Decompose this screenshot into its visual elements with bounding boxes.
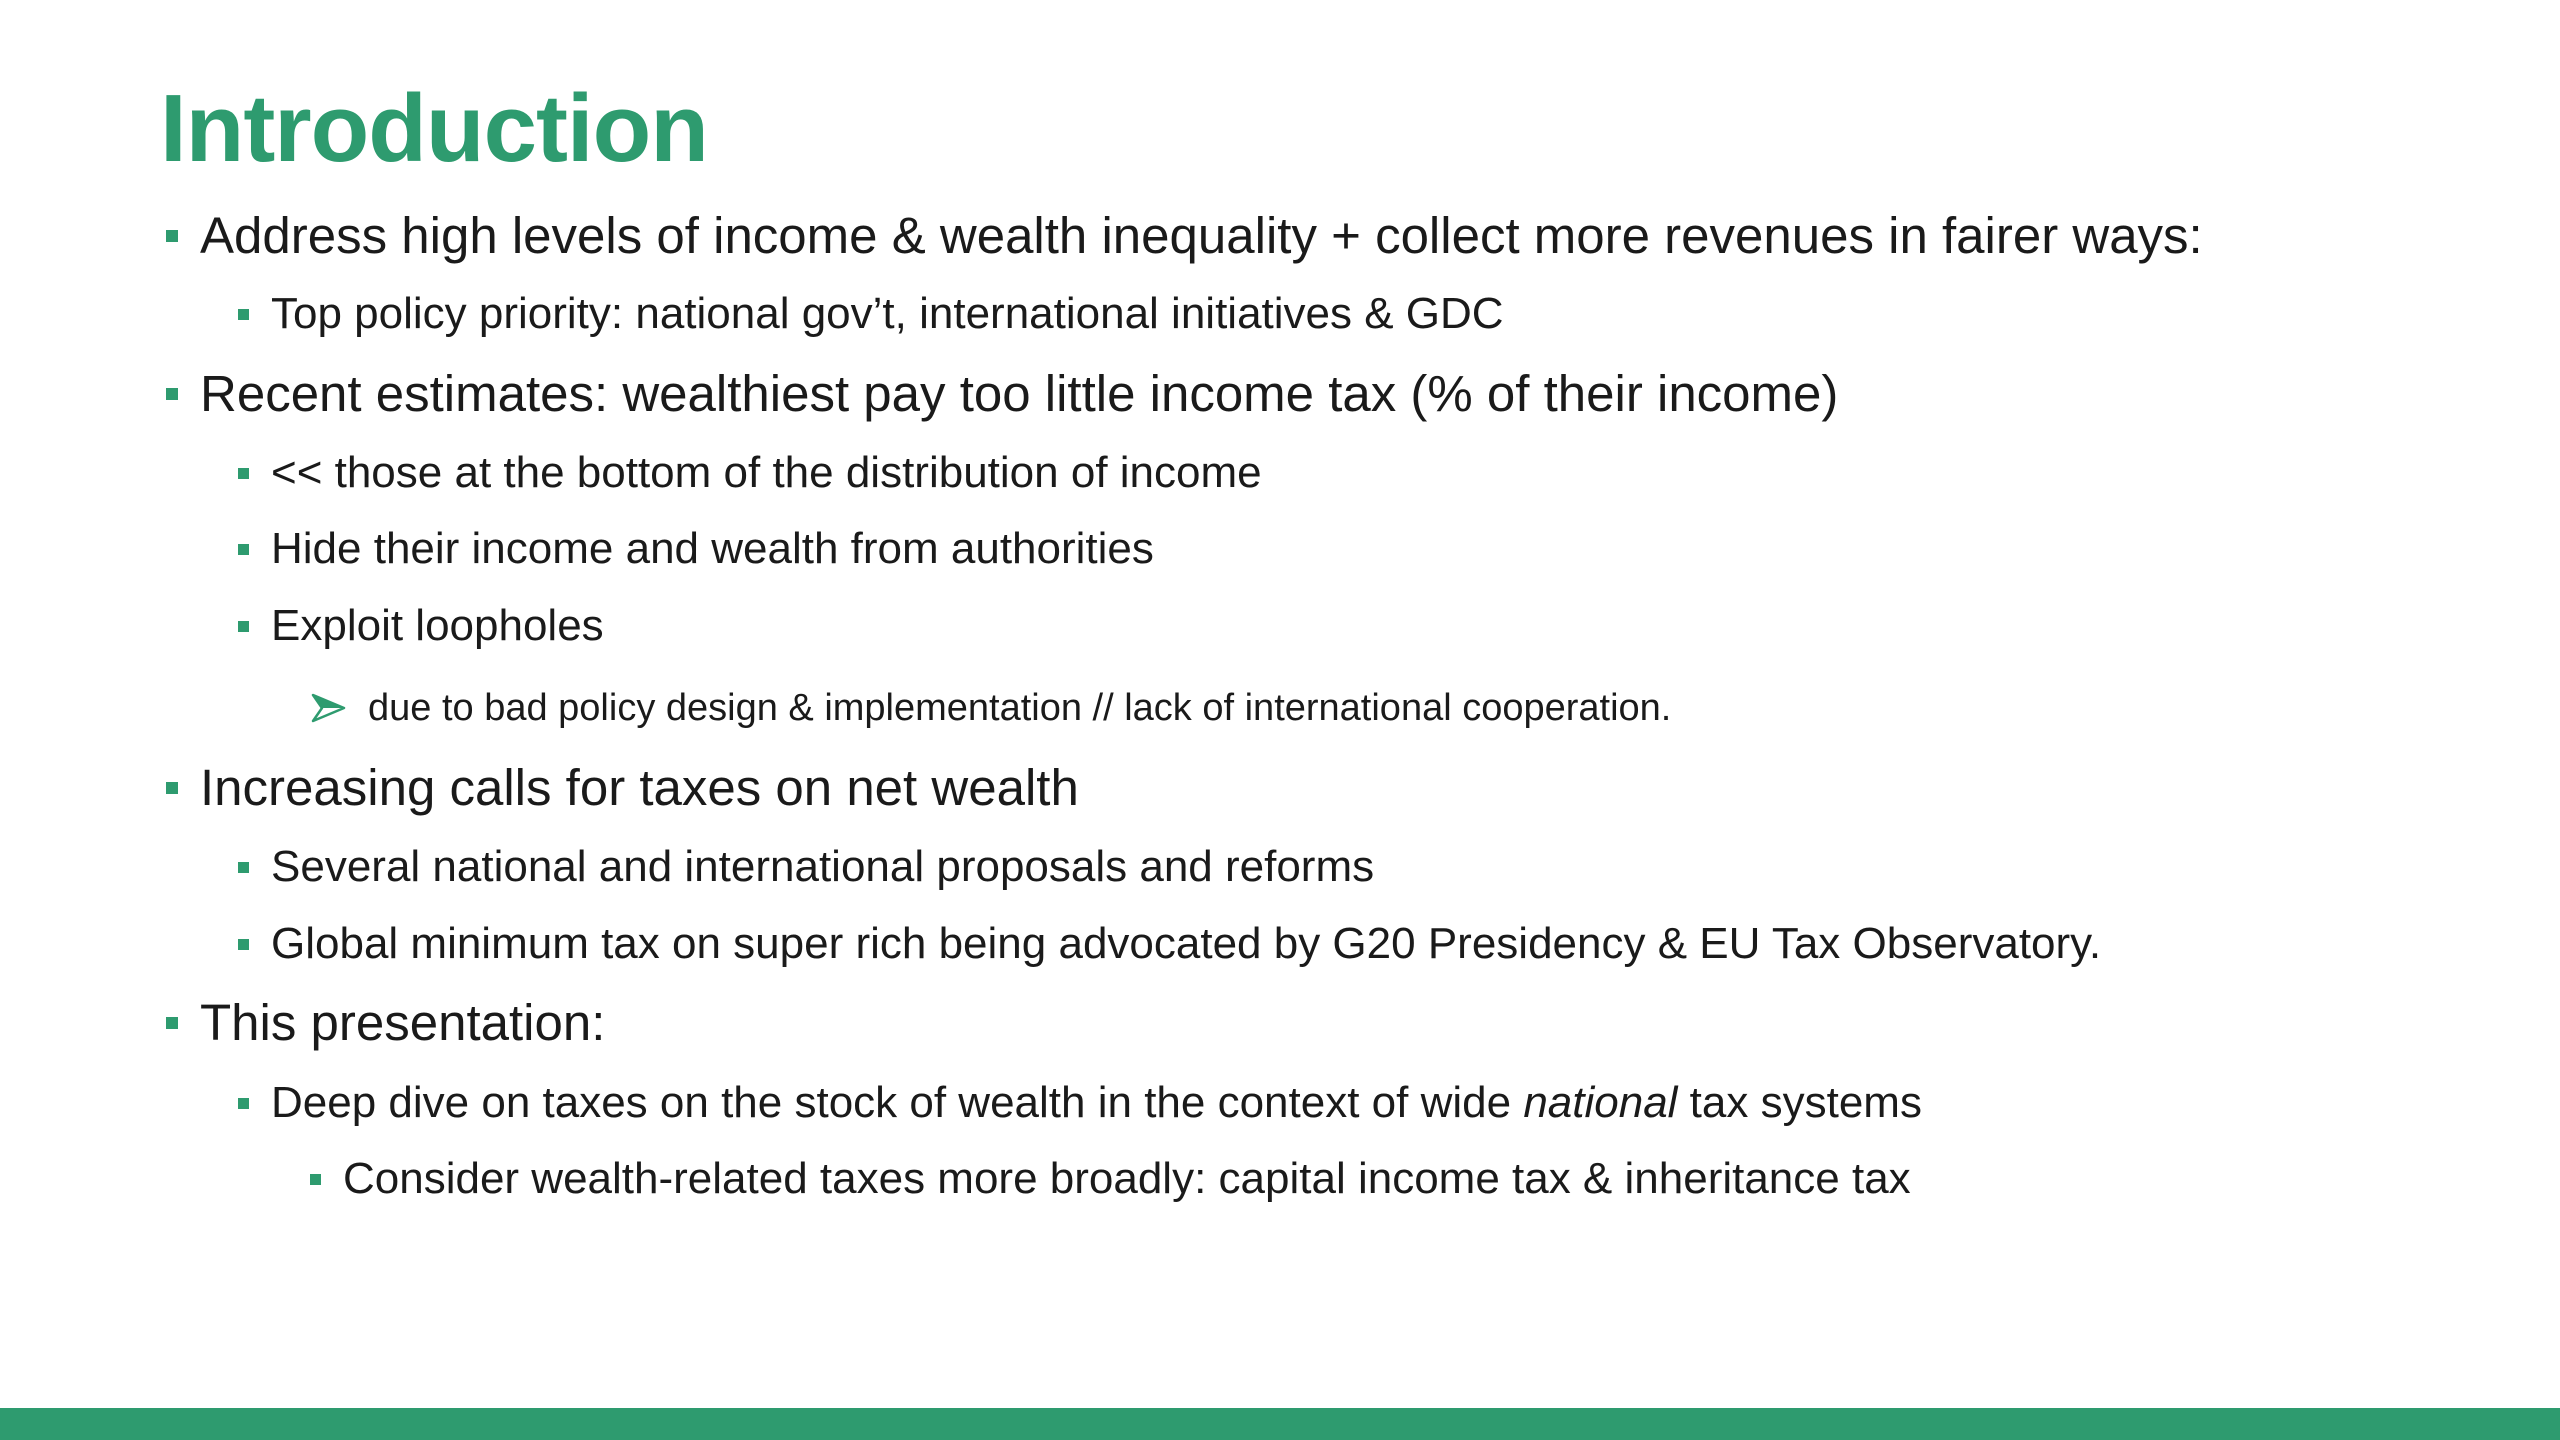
bullet-text: Exploit loopholes (271, 601, 604, 650)
emphasis-text: national (1523, 1078, 1678, 1127)
bullet-text: Consider wealth-related taxes more broadly: capital income tax & inheritance tax (343, 1154, 1911, 1203)
bullet-text: Address high levels of income & wealth inequality + collect more revenues in fairer ways: (200, 207, 2203, 264)
footer-bar (0, 1408, 2560, 1440)
bullet-text: Top policy priority: national gov’t, international initiatives & GDC (271, 289, 1504, 338)
bullet-text: Global minimum tax on super rich being advocated by G20 Presidency & EU Tax Observatory. (271, 919, 2102, 968)
square-bullet-icon (166, 230, 178, 242)
bullet-text: Recent estimates: wealthiest pay too little income tax (% of their income) (200, 365, 1839, 422)
sub-bullet-item (238, 447, 1262, 499)
bullet-text: Hide their income and wealth from authorities (271, 524, 1154, 573)
sub-bullet-item (238, 600, 604, 652)
square-bullet-icon (238, 621, 249, 632)
bullet-text: This presentation: (200, 994, 606, 1051)
square-bullet-icon (238, 1098, 249, 1109)
bullet-text: due to bad policy design & implementation // lack of international cooperation. (368, 687, 1672, 729)
bullet-text: Several national and international proposals and reforms (271, 842, 1375, 891)
sub-bullet-item (238, 841, 1374, 893)
bullet-item (166, 993, 605, 1053)
square-bullet-icon (166, 1017, 178, 1029)
slide-title: Introduction (160, 75, 708, 182)
sub-sub-bullet-item (310, 685, 1671, 731)
bullet-item (166, 206, 2203, 266)
sub-bullet-item (238, 1077, 1922, 1129)
bullet-text: Deep dive on taxes on the stock of wealth in the context of wide national tax systems (271, 1078, 1922, 1127)
sub-bullet-item (238, 918, 2101, 970)
sub-sub-bullet-item (310, 1153, 1911, 1205)
square-bullet-icon (166, 388, 178, 400)
bullet-item (166, 364, 1838, 424)
square-bullet-icon (310, 1174, 321, 1185)
square-bullet-icon (238, 468, 249, 479)
square-bullet-icon (238, 862, 249, 873)
square-bullet-icon (238, 939, 249, 950)
sub-bullet-item (238, 523, 1154, 575)
square-bullet-icon (238, 544, 249, 555)
arrow-icon (310, 690, 346, 726)
bullet-text: << those at the bottom of the distribution of income (271, 448, 1262, 497)
square-bullet-icon (238, 309, 249, 320)
square-bullet-icon (166, 782, 178, 794)
sub-bullet-item (238, 288, 1504, 340)
bullet-text: Increasing calls for taxes on net wealth (200, 759, 1079, 816)
bullet-item (166, 758, 1079, 818)
